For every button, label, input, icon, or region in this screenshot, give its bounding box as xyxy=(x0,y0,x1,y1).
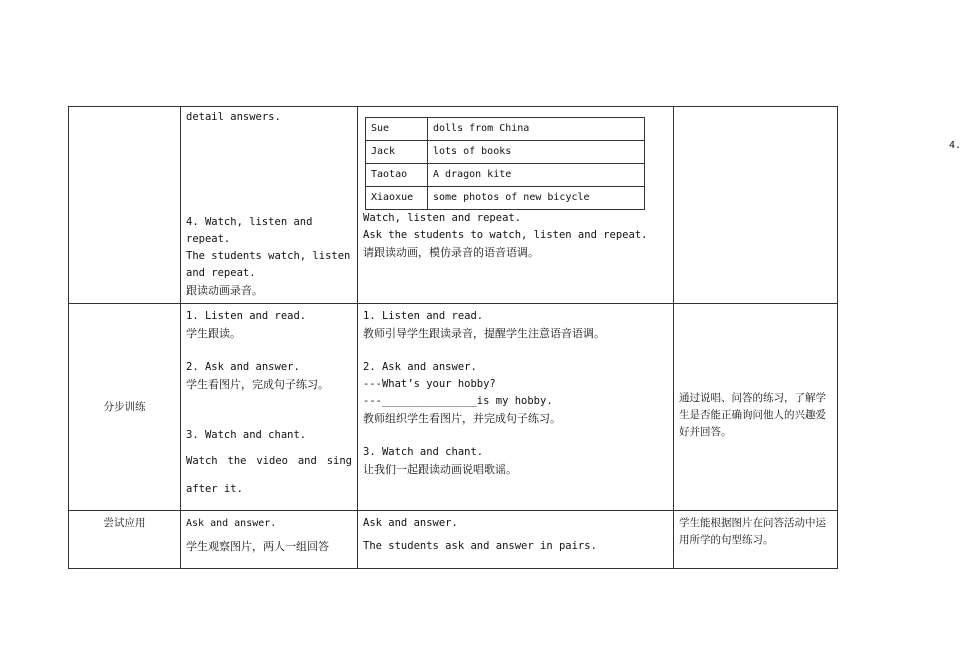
listen-read-line: 1. Listen and read. xyxy=(186,310,307,322)
inner-name-cell: Taotao xyxy=(366,164,428,187)
row2-col3-cell xyxy=(358,304,674,511)
row1-col4-cell xyxy=(674,107,838,304)
hobby-answer-line: ---_______________is my hobby. xyxy=(363,395,553,407)
ask-answer-line: Ask and answer. xyxy=(186,518,277,529)
inner-name-cell: Sue xyxy=(366,118,428,141)
row3-col2-cell xyxy=(181,511,358,569)
watch-listen-line: 4. Watch, listen and xyxy=(186,216,313,228)
inner-item-cell: some photos of new bicycle xyxy=(428,187,645,210)
complete-sentences-text: 学生看图片，完成句子练习。 xyxy=(186,378,329,391)
row1-col2-cell xyxy=(181,107,358,304)
table-row xyxy=(69,107,838,304)
table-row xyxy=(69,511,838,569)
hobby-items-table xyxy=(365,117,645,210)
imitate-recording-text: 请跟读动画，模仿录音的语音语调。 xyxy=(363,246,539,259)
students-watch-line: The students watch, listen xyxy=(186,250,351,262)
repeat-line: repeat. xyxy=(186,233,231,245)
inner-item-cell: A dragon kite xyxy=(428,164,645,187)
ask-answer-line: Ask and answer. xyxy=(363,517,458,529)
row1-col1-cell xyxy=(69,107,181,304)
watch-chant-line: 3. Watch and chant. xyxy=(363,446,484,458)
detail-answers-text: detail answers. xyxy=(186,111,281,123)
pair-answer-text: 学生观察图片，两人一组回答 xyxy=(186,540,329,553)
ask-students-line: Ask the students to watch, listen and repeat. xyxy=(363,229,648,241)
listen-read-line: 1. Listen and read. xyxy=(363,310,484,322)
chant-together-text: 让我们一起跟读动画说唱歌谣。 xyxy=(363,463,517,476)
follow-read-text: 跟读动画录音。 xyxy=(186,284,263,297)
ask-answer-line: 2. Ask and answer. xyxy=(186,361,300,373)
watch-chant-line: 3. Watch and chant. xyxy=(186,429,307,441)
inner-item-cell: lots of books xyxy=(428,141,645,164)
hobby-question-line: ---What’s your hobby? xyxy=(363,378,496,390)
table-row xyxy=(366,164,645,187)
table-row xyxy=(366,187,645,210)
lesson-plan-table xyxy=(68,106,961,569)
inner-item-cell: dolls from China xyxy=(428,118,645,141)
and-repeat-line: and repeat. xyxy=(186,267,256,279)
table-row xyxy=(366,141,645,164)
ask-answer-line: 2. Ask and answer. xyxy=(363,361,477,373)
row2-col2-cell xyxy=(181,304,358,511)
watch-video-line: Watch the video and sing xyxy=(186,455,352,467)
row3-col3-cell xyxy=(358,511,674,569)
row1-col3-cell xyxy=(358,107,961,304)
students-follow-text: 学生跟读。 xyxy=(186,327,241,340)
try-apply-label: 尝试应用 xyxy=(69,511,181,569)
watch-listen-repeat-line: Watch, listen and repeat. xyxy=(363,212,522,224)
teacher-organize-text: 教师组织学生看图片，并完成句子练习。 xyxy=(363,412,561,425)
table-row xyxy=(366,118,645,141)
inner-name-cell: Jack xyxy=(366,141,428,164)
row2-purpose-text: 通过说唱、问答的练习，了解学生是否能正确询问他人的兴趣爱好并回答。 xyxy=(674,304,838,511)
row3-purpose-text: 学生能根据图片在问答活动中运用所学的句型练习。 xyxy=(674,511,838,569)
table-row xyxy=(69,304,838,511)
teacher-guide-text: 教师引导学生跟读录音，提醒学生注意语音语调。 xyxy=(363,327,605,340)
after-it-line: after it. xyxy=(186,483,243,495)
step-number-label: 4. xyxy=(949,140,961,151)
inner-name-cell: Xiaoxue xyxy=(366,187,428,210)
pairs-line: The students ask and answer in pairs. xyxy=(363,540,597,552)
step-training-label: 分步训练 xyxy=(69,304,181,511)
